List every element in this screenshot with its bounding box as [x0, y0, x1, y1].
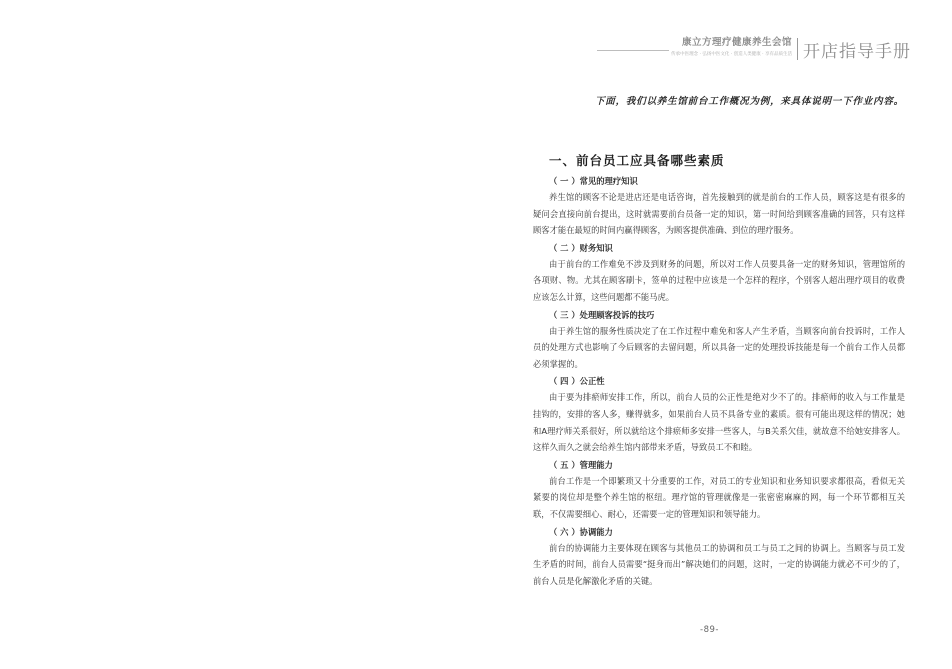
- brand-block: [667, 37, 792, 59]
- header-rule: [597, 50, 669, 51]
- section-title: 一、前台员工应具备哪些素质: [549, 153, 725, 168]
- brand-name: 康立方理疗健康养生会馆: [681, 37, 792, 48]
- subsection-heading: （ 六 ）协调能力: [549, 526, 613, 537]
- manual-title: 开店指导手册: [803, 42, 911, 62]
- subsection-paragraph: 前台工作是一个即繁琐又十分重要的工作，对员工的专业知识和业务知识要求都很高，看似无关紧要的岗位却是整个养生馆的枢纽。理疗馆的管理就像是一张密密麻麻的网，每一个环节都相互关联，不仅需要细心、耐心，还需要一定的管理知识和领导能力。: [533, 475, 905, 519]
- subsection-heading: （ 一 ）常见的理疗知识: [549, 176, 638, 186]
- subsection-paragraph: 养生馆的顾客不论是进店还是电话咨询，首先接触到的就是前台的工作人员，顾客这是有很多的疑问会直接向前台提出，这时就需要前台员备一定的知识，第一时间给到顾客准确的回答，只有这样顾客才能在最短的时间内赢得顾客，为顾客提供准确、到位的理疗服务。: [533, 192, 905, 236]
- subsection-heading: （ 三 ）处理顾客投诉的技巧: [549, 309, 655, 320]
- subsection-heading: （ 五 ）管理能力: [549, 459, 613, 470]
- brand-slogan: 传承中医理念 · 弘扬中医文化 · 创造人类健康 · 享有品质生活: [671, 52, 792, 57]
- article-body: [533, 151, 905, 591]
- subsection-paragraph: 由于前台的工作难免不涉及到财务的问题，所以对工作人员要具备一定的财务知识，管理馆所的各项财、物。尤其在顾客刷卡，签单的过程中应该是一个怎样的程序，个别客人超出理疗项目的收费应该怎么计算，这些问题都不能马虎。: [533, 258, 905, 302]
- subsection-paragraph: 由于要为排瘀师安排工作，所以，前台人员的公正性是绝对少不了的。排瘀师的收入与工作量是挂钩的，安排的客人多，赚得就多，如果前台人员不具备专业的素质。很有可能出现这样的情况；她和A理疗师关系很好，所以就给这个排瘀师多安排一些客人，与B关系欠佳，就故意不给她安排客人。这样久而久之就会给养生馆内部带来矛盾，导致员工不和睦。: [533, 392, 905, 453]
- subsection-heading: （ 二 ）财务知识: [549, 242, 613, 253]
- intro-text: 下面，我们以养生馆前台工作概况为例，来具体说明一下作业内容。: [594, 96, 904, 107]
- subsection-paragraph: 由于养生馆的服务性质决定了在工作过程中难免和客人产生矛盾，当顾客向前台投诉时，工作人员的处理方式也影响了今后顾客的去留问题，所以具备一定的处理投诉技能是每一个前台工作人员都必须掌握的。: [533, 325, 905, 369]
- page-number: -89-: [700, 625, 719, 635]
- subsection-paragraph: 前台的协调能力主要体现在顾客与其他员工的协调和员工与员工之间的协调上。当顾客与员工发生矛盾的时间，前台人员需要“挺身而出”解决她们的问题，这时，一定的协调能力就必不可少的了，前台人员是化解激化矛盾的关键。: [533, 542, 905, 586]
- subsection-heading: （ 四 ）公正性: [549, 376, 605, 387]
- header-divider: [797, 38, 798, 60]
